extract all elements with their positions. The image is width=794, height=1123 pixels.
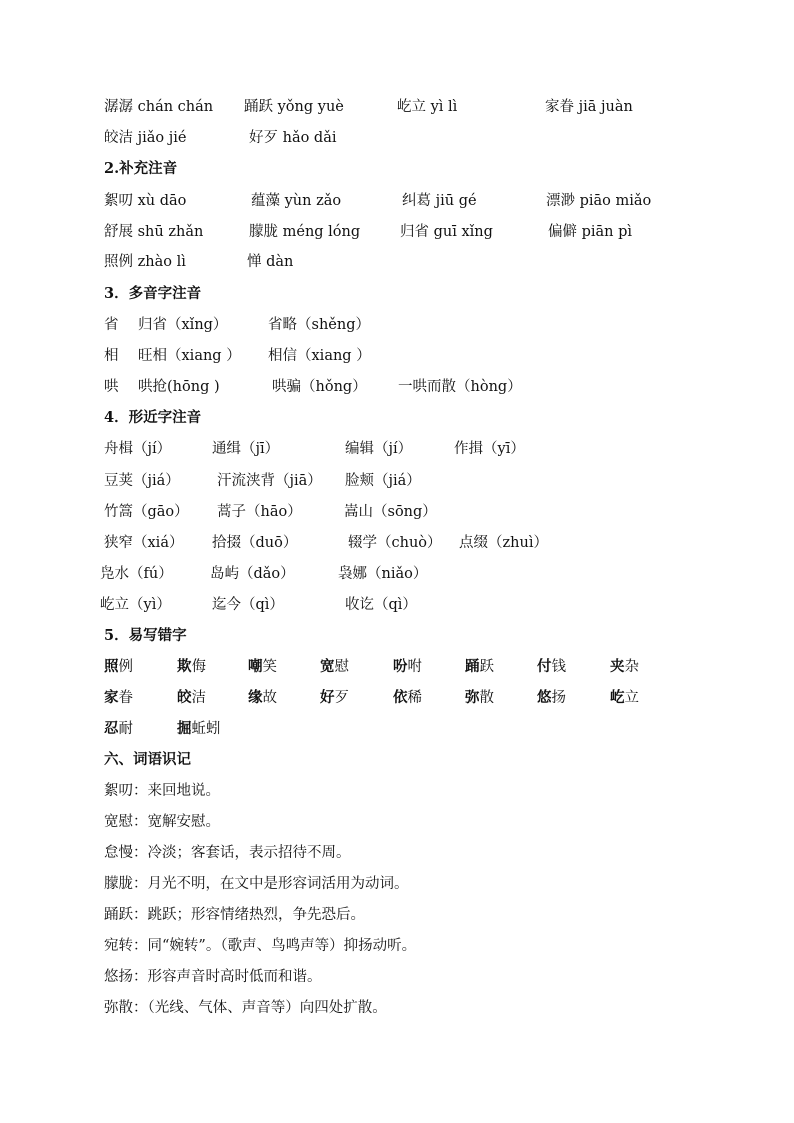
vocab-item: 偏僻 piān pì — [548, 224, 633, 240]
polyphone-char: 哄 — [104, 379, 119, 395]
vocab-item: 家眷 jiā juàn — [545, 99, 633, 115]
typo-word: 付钱 — [537, 658, 566, 675]
section-heading: 3．多音字注音 — [104, 285, 202, 302]
word-definition: 絮叨：来回地说。 — [104, 783, 220, 799]
similar-char-item: 嵩山（sōng） — [344, 504, 437, 520]
word-definition: 朦胧：月光不明，在文中是形容词活用为动词。 — [104, 876, 409, 892]
similar-char-item: 舟楫（jí） — [104, 441, 172, 457]
typo-word: 家眷 — [104, 689, 133, 706]
typo-word: 皎洁 — [177, 689, 206, 706]
vocab-item: 朦胧 méng lóng — [249, 224, 361, 240]
polyphone-item: 省略（shěng） — [268, 317, 370, 333]
similar-char-item: 屹立（yì） — [100, 597, 171, 613]
section-heading: 2.补充注音 — [104, 160, 178, 177]
typo-word: 屹立 — [610, 689, 639, 706]
vocab-item: 屹立 yì lì — [397, 99, 458, 115]
similar-char-item: 汗流浃背（jiā） — [217, 473, 322, 489]
typo-word: 欺侮 — [177, 658, 206, 675]
similar-char-item: 通缉（jī） — [212, 441, 280, 457]
similar-char-item: 迄今（qì） — [212, 597, 284, 613]
vocab-item: 潺潺 chán chán — [104, 99, 214, 115]
similar-char-item: 凫水（fú） — [100, 566, 173, 582]
similar-char-item: 辍学（chuò） — [348, 535, 442, 551]
typo-word: 缘故 — [248, 689, 277, 706]
similar-char-item: 点缀（zhuì） — [459, 535, 548, 551]
similar-char-item: 岛屿（dǎo） — [210, 566, 295, 582]
polyphone-item: 哄抢(hōng ) — [138, 379, 220, 395]
word-definition: 宛转：同“婉转”。（歌声、鸟鸣声等）抑扬动听。 — [104, 938, 417, 954]
vocab-item: 皎洁 jiǎo jié — [104, 130, 187, 146]
similar-char-item: 袅娜（niǎo） — [338, 566, 428, 582]
section-heading: 4．形近字注音 — [104, 409, 202, 426]
section-heading: 六、词语识记 — [104, 751, 191, 768]
polyphone-char: 相 — [104, 348, 119, 364]
polyphone-item: 一哄而散（hòng） — [398, 379, 522, 395]
similar-char-item: 作揖（yī） — [454, 441, 525, 457]
similar-char-item: 编辑（jí） — [345, 441, 413, 457]
similar-char-item: 拾掇（duō） — [212, 535, 298, 551]
vocab-item: 絮叨 xù dāo — [104, 193, 187, 209]
word-definition: 怠慢：冷淡；客套话，表示招待不周。 — [104, 845, 351, 861]
typo-word: 依稀 — [393, 689, 422, 706]
similar-char-item: 蒿子（hāo） — [217, 504, 302, 520]
word-definition: 踊跃：跳跃；形容情绪热烈，争先恐后。 — [104, 907, 365, 923]
similar-char-item: 收讫（qì） — [345, 597, 417, 613]
typo-word: 嘲笑 — [248, 658, 277, 675]
polyphone-item: 归省（xǐng） — [138, 317, 228, 333]
similar-char-item: 竹篙（gāo） — [104, 504, 189, 520]
polyphone-char: 省 — [104, 317, 119, 333]
typo-word: 掘蚯蚓 — [177, 720, 221, 737]
similar-char-item: 豆荚（jiá） — [104, 473, 180, 489]
typo-word: 悠扬 — [537, 689, 566, 706]
similar-char-item: 狭窄（xiá） — [104, 535, 184, 551]
typo-word: 弥散 — [465, 689, 494, 706]
typo-word: 照例 — [104, 658, 133, 675]
vocab-item: 蕴藻 yùn zǎo — [251, 193, 342, 209]
word-definition: 弥散：（光线、气体、声音等）向四处扩散。 — [104, 1000, 387, 1016]
polyphone-item: 旺相（xiang ） — [138, 348, 241, 364]
typo-word: 踊跃 — [465, 658, 494, 675]
vocab-item: 照例 zhào lì — [104, 254, 186, 270]
polyphone-item: 哄骗（hǒng） — [272, 379, 367, 395]
word-definition: 宽慰：宽解安慰。 — [104, 814, 220, 830]
polyphone-item: 相信（xiang ） — [268, 348, 371, 364]
similar-char-item: 脸颊（jiá） — [345, 473, 421, 489]
vocab-item: 舒展 shū zhǎn — [104, 224, 204, 240]
word-definition: 悠扬：形容声音时高时低而和谐。 — [104, 969, 322, 985]
vocab-item: 漂渺 piāo miǎo — [546, 193, 652, 209]
typo-word: 忍耐 — [104, 720, 133, 737]
typo-word: 好歹 — [320, 689, 349, 706]
vocab-item: 归省 guī xǐng — [400, 224, 493, 240]
section-heading: 5．易写错字 — [104, 627, 187, 644]
vocab-item: 惮 dàn — [247, 254, 294, 270]
vocab-item: 好歹 hǎo dǎi — [249, 130, 337, 146]
typo-word: 夹杂 — [610, 658, 639, 675]
vocab-item: 纠葛 jiū gé — [402, 193, 477, 209]
typo-word: 宽慰 — [320, 658, 349, 675]
typo-word: 吩咐 — [393, 658, 422, 675]
vocab-item: 踊跃 yǒng yuè — [244, 99, 344, 115]
